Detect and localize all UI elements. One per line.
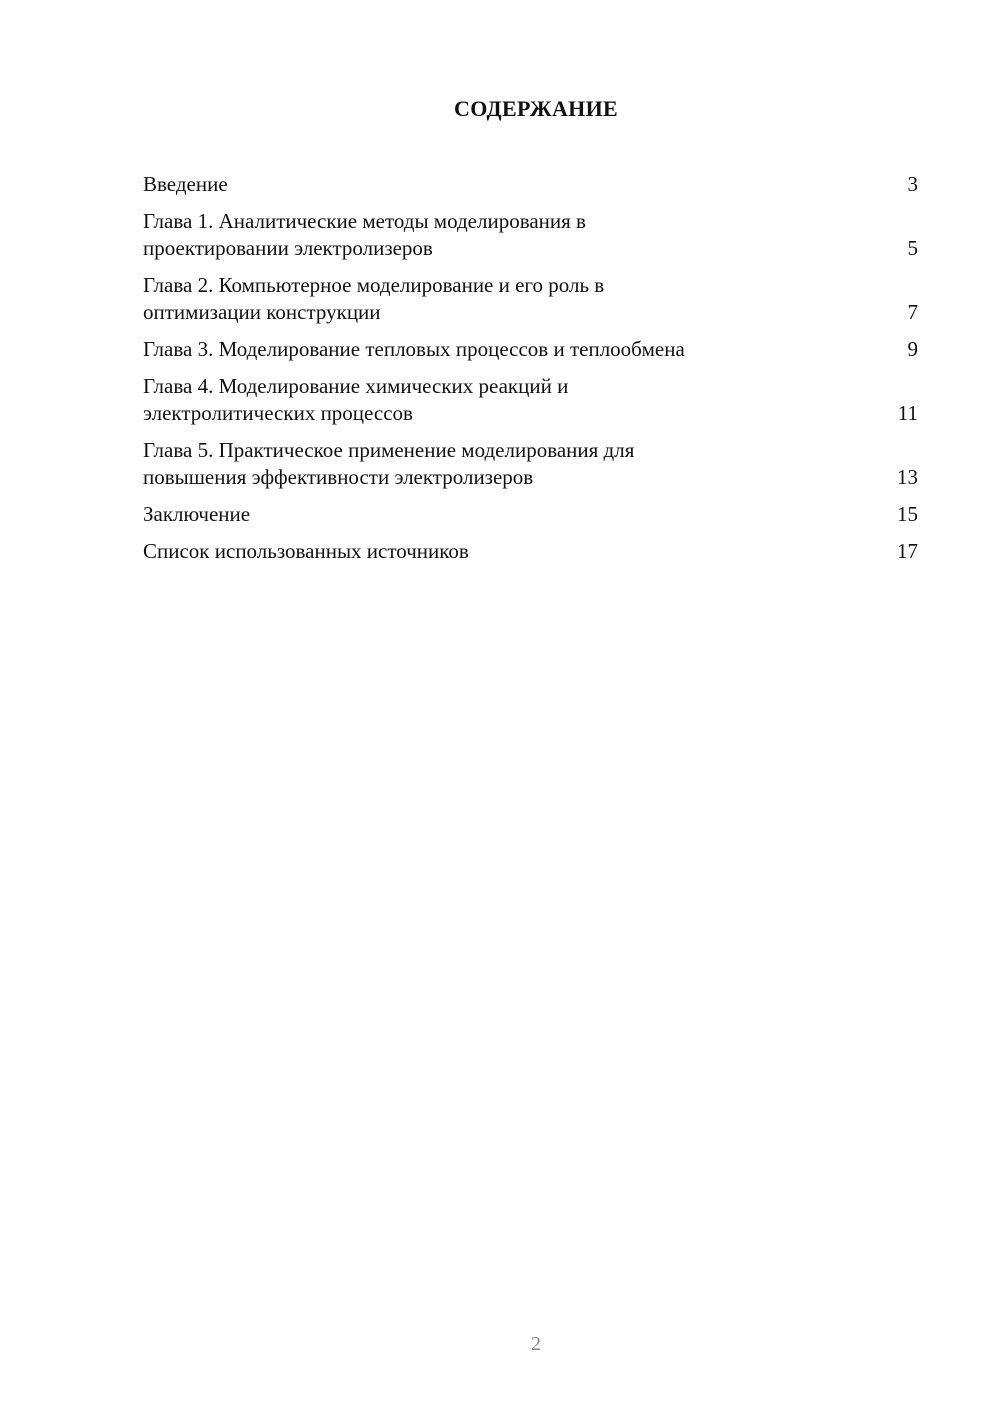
toc-entry-page: 3 — [907, 172, 918, 196]
toc-entry-page: 9 — [907, 337, 918, 361]
toc-entry-title: Глава 1. Аналитические методы моделирования в проектировании электролизеров — [143, 209, 586, 260]
toc-entry-page: 5 — [907, 236, 918, 260]
toc-entry-page: 17 — [897, 539, 918, 563]
toc-entry-title: Заключение — [143, 502, 251, 526]
toc-entry-conclusion — [143, 501, 918, 528]
page-title: СОДЕРЖАНИЕ — [454, 96, 618, 121]
toc-entry-chapter-5 — [143, 437, 918, 491]
toc-entry-title: Введение — [143, 172, 228, 196]
toc-entry-chapter-4 — [143, 373, 918, 427]
toc-entry-introduction — [143, 171, 918, 198]
table-of-contents — [143, 171, 918, 575]
toc-entry-chapter-1 — [143, 208, 918, 262]
toc-entry-title: Глава 2. Компьютерное моделирование и его роль в оптимизации конструкции — [143, 273, 605, 324]
toc-entry-page: 15 — [897, 502, 918, 526]
toc-entry-page: 13 — [897, 465, 918, 489]
toc-entry-page: 7 — [907, 300, 918, 324]
page-number: 2 — [531, 1333, 541, 1355]
toc-entry-title: Список использованных источников — [143, 539, 469, 563]
toc-entry-chapter-3 — [143, 336, 918, 363]
toc-entry-title: Глава 5. Практическое применение моделирования для повышения эффективности электролизеров — [143, 438, 635, 489]
toc-entry-chapter-2 — [143, 272, 918, 326]
toc-entry-references — [143, 538, 918, 565]
toc-entry-title: Глава 3. Моделирование тепловых процессов и теплообмена — [143, 337, 685, 361]
toc-entry-page: 11 — [897, 401, 918, 425]
toc-entry-title: Глава 4. Моделирование химических реакций и электролитических процессов — [143, 374, 569, 425]
